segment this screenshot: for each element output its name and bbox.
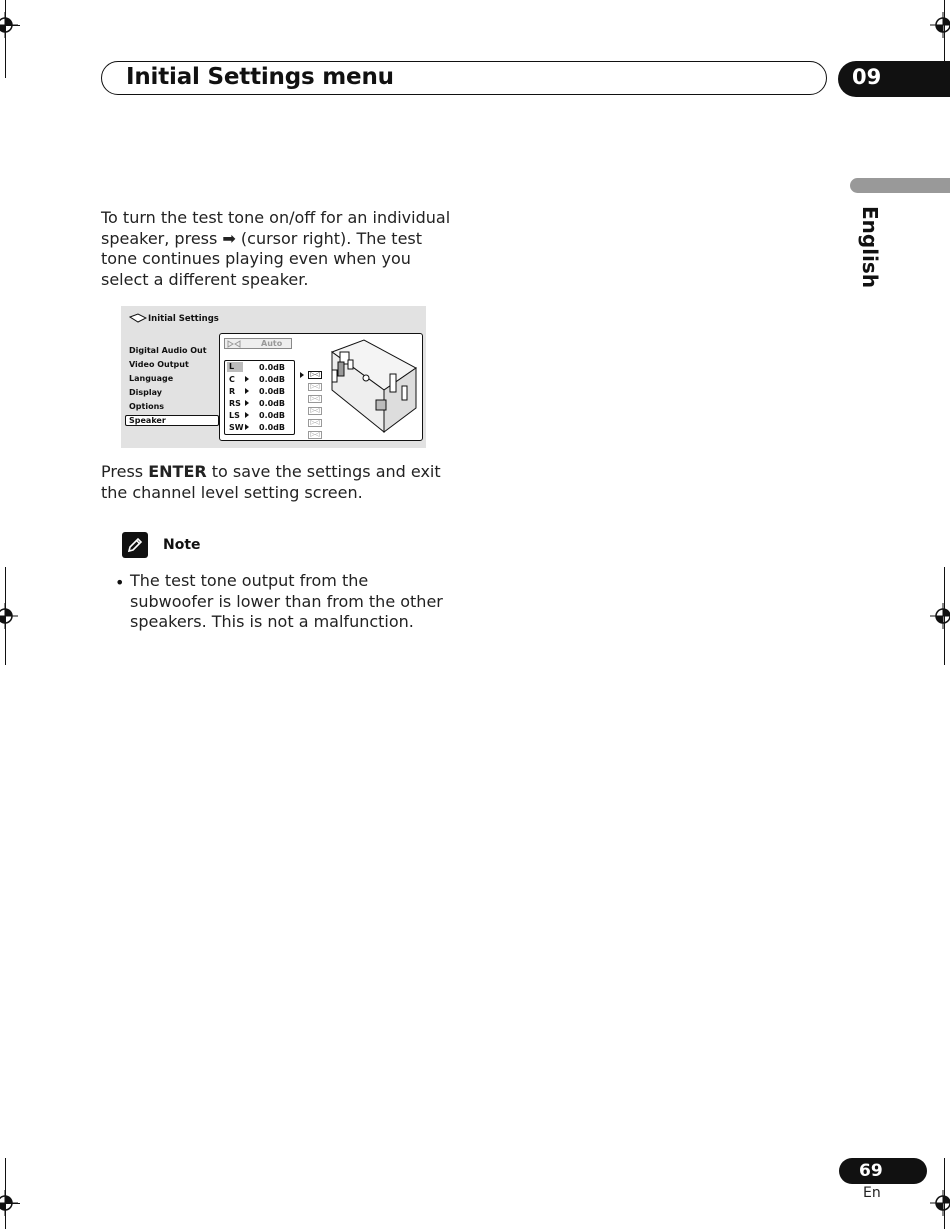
pencil-icon <box>122 532 148 558</box>
channel-level: 0.0dB <box>259 411 285 420</box>
channel-level: 0.0dB <box>259 399 285 408</box>
test-tone-toggle-rs[interactable]: ▷◁ <box>308 407 322 415</box>
bullet-icon: • <box>115 573 125 592</box>
note-text: The test tone output from the subwoofer is lower than from the other speakers. This is not a malfunction. <box>130 571 443 632</box>
menu-item-options[interactable]: Options <box>129 402 165 411</box>
page-language-code: En <box>863 1185 881 1201</box>
menu-item-language[interactable]: Language <box>129 374 174 383</box>
crop-line <box>0 1203 20 1204</box>
arrow-right-icon <box>245 388 249 394</box>
channel-name: C <box>229 375 235 384</box>
registration-mark-mid-left <box>0 603 18 629</box>
auto-button[interactable] <box>224 338 292 349</box>
test-tone-toggle-l[interactable]: ▷◁ <box>308 371 322 379</box>
channel-row-ls[interactable] <box>225 410 294 422</box>
menu-item-display[interactable]: Display <box>129 388 162 397</box>
registration-mark-bottom-right <box>930 1190 950 1216</box>
channel-row-sw[interactable] <box>225 422 294 434</box>
channel-name: L <box>227 362 243 372</box>
enter-instruction-suffix: to save the settings and exit the channel level setting screen. <box>101 462 441 502</box>
crop-line <box>5 567 6 665</box>
channel-level-list <box>224 360 295 435</box>
speaker-room-illustration <box>324 338 420 436</box>
channel-name: LS <box>229 411 240 420</box>
test-tone-toggle-r[interactable]: ▷◁ <box>308 395 322 403</box>
arrow-right-icon <box>245 424 249 430</box>
intro-paragraph: To turn the test tone on/off for an individual speaker, press ➡ (cursor right). The test tone continues playing even when you select a different speaker. <box>101 208 451 290</box>
crop-line <box>5 1158 6 1229</box>
crop-line <box>5 0 6 78</box>
page-number-badge <box>839 1158 927 1184</box>
channel-level: 0.0dB <box>259 387 285 396</box>
arrow-right-icon <box>245 412 249 418</box>
channel-level: 0.0dB <box>259 363 285 372</box>
enter-instruction <box>101 462 453 503</box>
note-label: Note <box>163 537 201 553</box>
channel-level: 0.0dB <box>259 423 285 432</box>
disc-icon <box>129 313 147 323</box>
channel-level: 0.0dB <box>259 375 285 384</box>
channel-row-rs[interactable] <box>225 398 294 410</box>
registration-mark-top-right <box>930 12 950 38</box>
test-tone-toggle-c[interactable]: ▷◁ <box>308 383 322 391</box>
section-title: Initial Settings menu <box>126 64 394 90</box>
chapter-number: 09 <box>852 65 882 89</box>
channel-name: R <box>229 387 236 396</box>
auto-label: Auto <box>261 339 283 348</box>
menu-item-video-output[interactable]: Video Output <box>129 360 189 369</box>
arrow-right-icon <box>245 376 249 382</box>
cursor-right-icon <box>300 372 304 378</box>
language-tab <box>850 178 950 193</box>
language-label: English <box>858 206 882 289</box>
crop-line <box>0 25 20 26</box>
test-tone-toggle-ls[interactable]: ▷◁ <box>308 419 322 427</box>
enter-key: ENTER <box>148 462 207 481</box>
section-title-frame <box>101 61 827 95</box>
crop-line <box>944 567 945 665</box>
channel-name: RS <box>229 399 241 408</box>
menu-item-speaker[interactable]: Speaker <box>129 416 166 425</box>
settings-screen-figure <box>121 306 426 448</box>
enter-instruction-prefix: Press <box>101 462 149 481</box>
menu-item-digital-audio-out[interactable]: Digital Audio Out <box>129 346 207 355</box>
channel-row-c[interactable] <box>225 374 294 386</box>
channel-row-r[interactable] <box>225 386 294 398</box>
registration-mark-mid-right <box>930 603 950 629</box>
arrow-right-icon <box>245 400 249 406</box>
test-tone-toggle-sw[interactable]: ▷◁ <box>308 431 322 439</box>
crop-line <box>944 1158 945 1229</box>
channel-name: SW <box>229 423 244 432</box>
chapter-badge <box>838 61 950 97</box>
channel-row-l[interactable] <box>225 362 294 374</box>
screen-title: Initial Settings <box>148 314 219 324</box>
page-number: 69 <box>859 1161 883 1181</box>
speaker-settings-panel <box>219 333 423 441</box>
test-tone-icon <box>227 340 241 348</box>
